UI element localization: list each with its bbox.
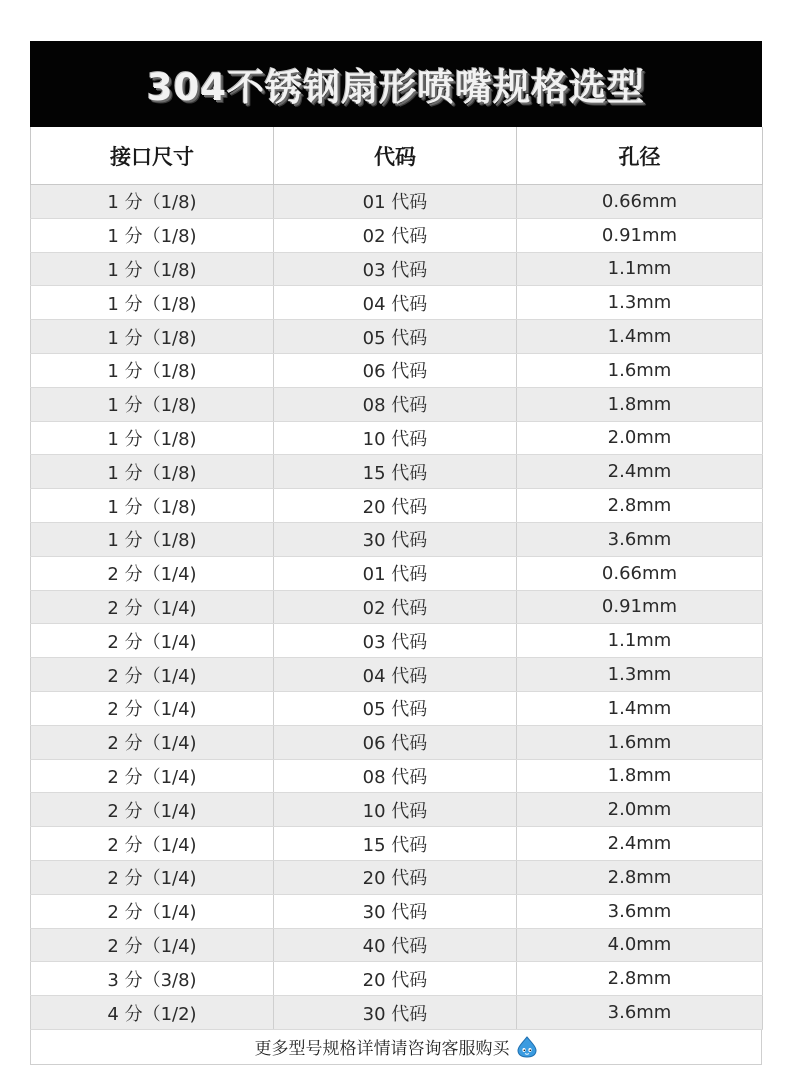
cell-orifice-diameter: 2.4mm	[517, 827, 763, 861]
cell-orifice-diameter: 1.6mm	[517, 353, 763, 387]
cell-orifice-diameter: 2.0mm	[517, 421, 763, 455]
cell-interface-size: 2 分（1/4)	[31, 624, 274, 658]
cell-orifice-diameter: 0.66mm	[517, 556, 763, 590]
cell-code: 03 代码	[274, 252, 517, 286]
table-row	[31, 320, 763, 354]
header-interface-size: 接口尺寸	[31, 127, 274, 185]
table-row	[31, 996, 763, 1030]
cell-interface-size: 2 分（1/4)	[31, 928, 274, 962]
cell-orifice-diameter: 1.4mm	[517, 320, 763, 354]
cell-interface-size: 1 分（1/8)	[31, 489, 274, 523]
cell-interface-size: 1 分（1/8)	[31, 421, 274, 455]
cell-orifice-diameter: 2.8mm	[517, 860, 763, 894]
cell-orifice-diameter: 3.6mm	[517, 894, 763, 928]
cell-code: 01 代码	[274, 185, 517, 219]
spec-table	[30, 127, 763, 1030]
table-row	[31, 860, 763, 894]
cell-code: 30 代码	[274, 522, 517, 556]
cell-orifice-diameter: 0.91mm	[517, 590, 763, 624]
cell-interface-size: 2 分（1/4)	[31, 556, 274, 590]
cell-code: 03 代码	[274, 624, 517, 658]
cell-interface-size: 2 分（1/4)	[31, 658, 274, 692]
cell-code: 05 代码	[274, 691, 517, 725]
footer-text: 更多型号规格详情请咨询客服购买	[254, 1039, 510, 1060]
cell-interface-size: 3 分（3/8)	[31, 962, 274, 996]
table-row	[31, 691, 763, 725]
cell-code: 15 代码	[274, 827, 517, 861]
cell-interface-size: 2 分（1/4)	[31, 793, 274, 827]
table-row	[31, 522, 763, 556]
cell-interface-size: 2 分（1/4)	[31, 691, 274, 725]
cell-code: 10 代码	[274, 793, 517, 827]
header-code: 代码	[274, 127, 517, 185]
cell-code: 20 代码	[274, 489, 517, 523]
table-row	[31, 928, 763, 962]
cell-orifice-diameter: 1.8mm	[517, 387, 763, 421]
table-row	[31, 489, 763, 523]
cell-interface-size: 1 分（1/8)	[31, 320, 274, 354]
cell-interface-size: 1 分（1/8)	[31, 455, 274, 489]
cell-interface-size: 2 分（1/4)	[31, 827, 274, 861]
cell-orifice-diameter: 1.3mm	[517, 658, 763, 692]
cell-code: 40 代码	[274, 928, 517, 962]
cell-code: 20 代码	[274, 962, 517, 996]
table-row	[31, 894, 763, 928]
cell-orifice-diameter: 1.6mm	[517, 725, 763, 759]
table-row	[31, 793, 763, 827]
cell-interface-size: 1 分（1/8)	[31, 185, 274, 219]
cell-interface-size: 1 分（1/8)	[31, 252, 274, 286]
page-title: 304不锈钢扇形喷嘴规格选型	[146, 66, 646, 109]
cell-orifice-diameter: 2.8mm	[517, 962, 763, 996]
cell-code: 04 代码	[274, 658, 517, 692]
cell-orifice-diameter: 2.8mm	[517, 489, 763, 523]
table-row	[31, 759, 763, 793]
cell-orifice-diameter: 0.91mm	[517, 218, 763, 252]
header-orifice-diameter: 孔径	[517, 127, 763, 185]
cell-code: 10 代码	[274, 421, 517, 455]
table-row	[31, 455, 763, 489]
cell-orifice-diameter: 0.66mm	[517, 185, 763, 219]
table-row	[31, 353, 763, 387]
table-row	[31, 725, 763, 759]
table-row	[31, 827, 763, 861]
cell-orifice-diameter: 1.1mm	[517, 252, 763, 286]
cell-code: 08 代码	[274, 759, 517, 793]
cell-code: 01 代码	[274, 556, 517, 590]
smile-emoji-icon	[516, 1036, 538, 1058]
cell-code: 02 代码	[274, 218, 517, 252]
cell-interface-size: 1 分（1/8)	[31, 353, 274, 387]
cell-interface-size: 1 分（1/8)	[31, 522, 274, 556]
cell-code: 08 代码	[274, 387, 517, 421]
table-row	[31, 624, 763, 658]
table-header-row	[31, 127, 763, 185]
cell-orifice-diameter: 4.0mm	[517, 928, 763, 962]
cell-interface-size: 2 分（1/4)	[31, 860, 274, 894]
table-row	[31, 556, 763, 590]
table-body	[31, 185, 763, 1030]
table-row	[31, 590, 763, 624]
cell-code: 30 代码	[274, 996, 517, 1030]
cell-code: 04 代码	[274, 286, 517, 320]
table-row	[31, 421, 763, 455]
cell-code: 30 代码	[274, 894, 517, 928]
cell-interface-size: 2 分（1/4)	[31, 759, 274, 793]
table-row	[31, 252, 763, 286]
table-row	[31, 185, 763, 219]
cell-orifice-diameter: 3.6mm	[517, 996, 763, 1030]
cell-code: 20 代码	[274, 860, 517, 894]
cell-interface-size: 1 分（1/8)	[31, 286, 274, 320]
cell-interface-size: 2 分（1/4)	[31, 894, 274, 928]
cell-code: 06 代码	[274, 353, 517, 387]
cell-orifice-diameter: 3.6mm	[517, 522, 763, 556]
title-banner	[30, 41, 762, 127]
cell-interface-size: 2 分（1/4)	[31, 590, 274, 624]
cell-orifice-diameter: 1.1mm	[517, 624, 763, 658]
cell-orifice-diameter: 2.0mm	[517, 793, 763, 827]
table-row	[31, 218, 763, 252]
cell-orifice-diameter: 1.3mm	[517, 286, 763, 320]
spec-sheet	[30, 41, 762, 1065]
table-row	[31, 387, 763, 421]
cell-orifice-diameter: 1.4mm	[517, 691, 763, 725]
table-row	[31, 286, 763, 320]
cell-code: 15 代码	[274, 455, 517, 489]
table-row	[31, 962, 763, 996]
cell-interface-size: 1 分（1/8)	[31, 387, 274, 421]
cell-interface-size: 4 分（1/2)	[31, 996, 274, 1030]
cell-code: 02 代码	[274, 590, 517, 624]
cell-code: 06 代码	[274, 725, 517, 759]
cell-interface-size: 1 分（1/8)	[31, 218, 274, 252]
cell-interface-size: 2 分（1/4)	[31, 725, 274, 759]
footer-note	[30, 1030, 762, 1065]
cell-orifice-diameter: 1.8mm	[517, 759, 763, 793]
cell-code: 05 代码	[274, 320, 517, 354]
table-row	[31, 658, 763, 692]
cell-orifice-diameter: 2.4mm	[517, 455, 763, 489]
